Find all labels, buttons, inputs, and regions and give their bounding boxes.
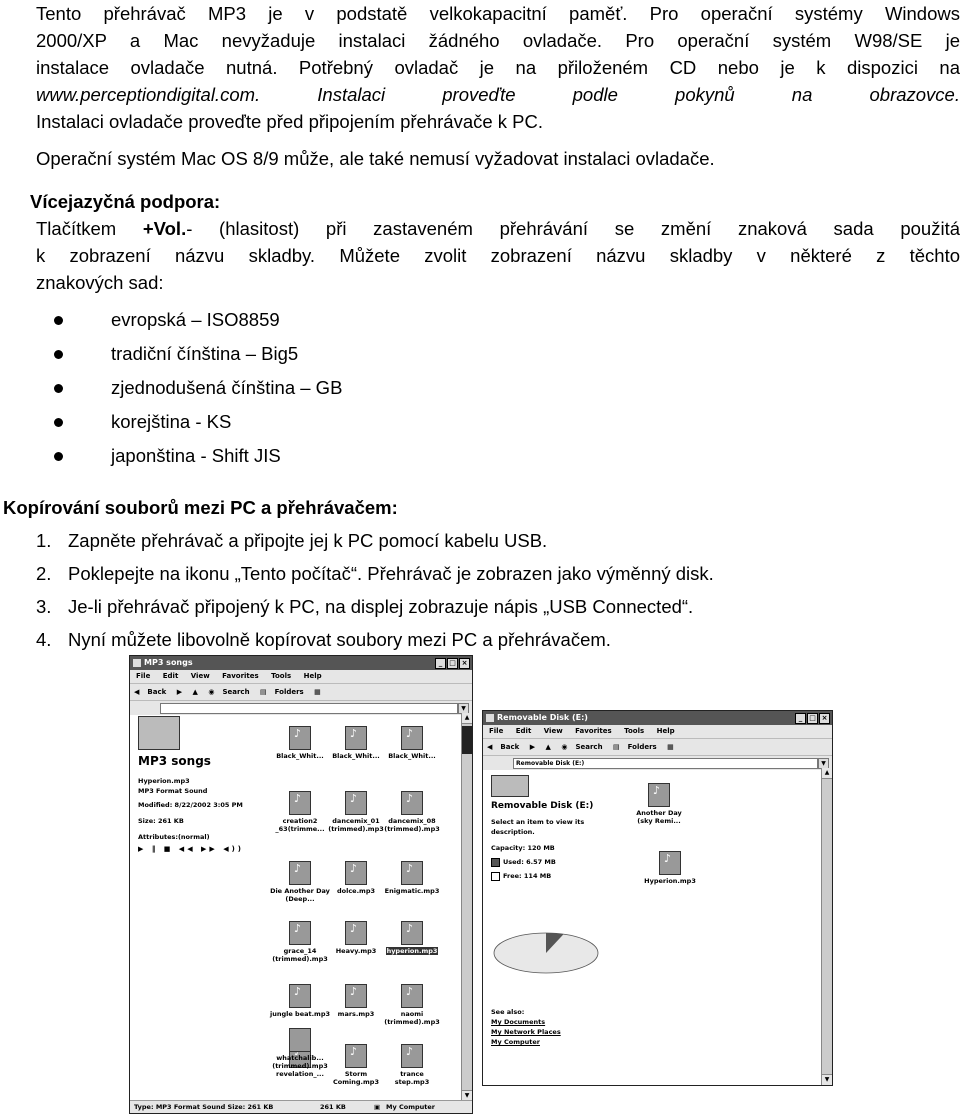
multilang-paragraph: [36, 215, 960, 296]
vertical-scrollbar[interactable]: [461, 713, 472, 1101]
disk-free: Free: 114 MB: [491, 871, 621, 881]
vertical-scrollbar[interactable]: [821, 768, 832, 1085]
used-legend-swatch: [491, 858, 500, 867]
folders-button[interactable]: Folders: [627, 743, 657, 751]
maximize-button[interactable]: □: [447, 658, 458, 669]
drive-large-icon: [491, 775, 529, 797]
audio-file-icon: [345, 861, 367, 885]
media-player-controls[interactable]: ▶ ‖ ■ ◀◀ ▶▶ ◀)): [138, 845, 244, 853]
audio-file-icon: [345, 921, 367, 945]
removable-disk-window: [482, 710, 833, 1086]
audio-file-icon: [401, 984, 423, 1008]
window-titlebar: [483, 711, 832, 725]
details-panel: [491, 775, 621, 1046]
file-item[interactable]: ♪ Die Another Day (Deep...: [270, 861, 330, 903]
modified-date: Modified: 8/22/2002 3:05 PM: [138, 801, 243, 809]
file-item[interactable]: ♪ Storm Coming.mp3: [326, 1044, 386, 1086]
audio-file-icon: [401, 1044, 423, 1068]
close-button[interactable]: ×: [819, 713, 830, 724]
file-item[interactable]: ♪ dancemix_08 (trimmed).mp3: [382, 791, 442, 833]
disk-used: Used: 6.57 MB: [491, 857, 621, 867]
forward-icon[interactable]: ▶: [176, 688, 183, 696]
status-size: 261 KB: [320, 1103, 346, 1111]
search-button[interactable]: Search: [222, 688, 250, 696]
search-icon: ◉: [208, 688, 215, 696]
file-item[interactable]: ♪ Hyperion.mp3: [640, 851, 700, 885]
back-icon: ◀: [134, 688, 140, 696]
list-item: evropská – ISO8859: [0, 303, 960, 337]
audio-file-icon: [648, 783, 670, 807]
menu-favorites[interactable]: Favorites: [575, 727, 612, 735]
multilang-line3: znakových sad:: [36, 272, 164, 293]
menu-file[interactable]: File: [489, 727, 504, 735]
menu-help[interactable]: Help: [303, 672, 322, 680]
menu-tools[interactable]: Tools: [271, 672, 292, 680]
file-item[interactable]: ♪ dolce.mp3: [326, 861, 386, 895]
selected-file-type: MP3 Format Sound: [138, 787, 208, 795]
folder-large-icon: [138, 716, 180, 750]
forward-icon[interactable]: ▶: [529, 743, 536, 751]
intro-line: instalace ovladače nutná. Potřebný ovladač je na přiloženém CD nebo je k dispozici na: [36, 57, 960, 78]
scroll-up-icon[interactable]: ▲: [462, 713, 472, 724]
audio-file-icon: [289, 726, 311, 750]
file-item[interactable]: ♪ mars.mp3: [326, 984, 386, 1018]
folders-icon: ▤: [260, 688, 267, 696]
link-my-computer[interactable]: My Computer: [491, 1038, 540, 1046]
address-dropdown-icon[interactable]: ▼: [818, 758, 829, 769]
maximize-button[interactable]: □: [807, 713, 818, 724]
address-field[interactable]: [160, 703, 458, 714]
audio-file-icon: [289, 861, 311, 885]
intro-line: 2000/XP a Mac nevyžaduje instalaci žádného ovladače. Pro operační systém W98/SE je: [36, 30, 960, 51]
list-item: 3. Je-li přehrávač připojený k PC, na displej zobrazuje nápis „USB Connected“.: [36, 596, 694, 617]
file-item[interactable]: ♪ Black_Whit...: [270, 726, 330, 760]
file-item[interactable]: ♪ trance step.mp3: [382, 1044, 442, 1086]
menu-view[interactable]: View: [543, 727, 563, 735]
menu-bar: [130, 670, 472, 683]
address-bar: [130, 700, 472, 715]
multilang-line2: k zobrazení názvu skladby. Můžete zvolit zobrazení názvu skladby v některé z těchto: [36, 245, 960, 266]
folder-icon: [133, 659, 141, 667]
audio-file-icon: [345, 726, 367, 750]
window-title: Removable Disk (E:): [497, 713, 588, 722]
audio-file-icon: [289, 984, 311, 1008]
audio-file-icon: [345, 984, 367, 1008]
minimize-button[interactable]: _: [435, 658, 446, 669]
audio-file-icon: [401, 921, 423, 945]
copy-steps: [36, 524, 714, 656]
intro-last-line: Instalaci ovladače proveďte před připojením přehrávače k PC.: [36, 111, 544, 132]
file-item[interactable]: ♪ jungle beat.mp3: [270, 984, 330, 1018]
views-icon[interactable]: ▦: [667, 743, 674, 751]
file-item[interactable]: ♪ revelation_...: [270, 1044, 330, 1078]
multilang-line1: Tlačítkem +Vol.- (hlasitost) při zastaveném přehrávání se změní znaková sada použitá: [36, 218, 960, 239]
free-legend-swatch: [491, 872, 500, 881]
file-item[interactable]: ♪ Heavy.mp3: [326, 921, 386, 955]
menu-edit[interactable]: Edit: [515, 727, 532, 735]
link-my-network-places[interactable]: My Network Places: [491, 1028, 561, 1036]
audio-file-icon: [659, 851, 681, 875]
address-field[interactable]: Removable Disk (E:): [513, 758, 818, 769]
up-icon[interactable]: ▲: [545, 743, 551, 751]
copy-heading: Kopírování souborů mezi PC a přehrávačem:: [3, 497, 398, 518]
file-item[interactable]: ♪ Enigmatic.mp3: [382, 861, 442, 895]
file-item-selected[interactable]: ♪ hyperion.mp3: [382, 921, 442, 955]
list-item: japonština - Shift JIS: [0, 439, 960, 473]
menu-tools[interactable]: Tools: [624, 727, 645, 735]
see-also-label: See also:: [491, 1008, 525, 1016]
drive-icon: [486, 714, 494, 722]
charset-list: [0, 303, 960, 473]
intro-line: www.perceptiondigital.com. Instalaci proveďte podle pokynů na obrazovce.: [36, 84, 960, 105]
menu-file[interactable]: File: [136, 672, 151, 680]
audio-file-icon: [401, 861, 423, 885]
intro-line: Tento přehrávač MP3 je v podstatě velkokapacitní paměť. Pro operační systémy Windows: [36, 3, 960, 24]
menu-bar: [483, 725, 832, 738]
menu-view[interactable]: View: [190, 672, 210, 680]
folders-icon: ▤: [613, 743, 620, 751]
toolbar: [483, 738, 832, 755]
audio-file-icon: [289, 921, 311, 945]
multilang-heading: Vícejazyčná podpora:: [30, 191, 221, 212]
selected-file-name: Hyperion.mp3: [138, 777, 190, 785]
search-icon: ◉: [561, 743, 568, 751]
list-item: korejština - KS: [0, 405, 960, 439]
file-item[interactable]: whatchalib... (trimmed).mp3: [270, 1028, 330, 1070]
scroll-thumb[interactable]: [462, 726, 472, 754]
list-item: tradiční čínština – Big5: [0, 337, 960, 371]
window-titlebar: [130, 656, 472, 670]
file-item[interactable]: ♪ grace_14 (trimmed).mp3: [270, 921, 330, 963]
address-dropdown-icon[interactable]: ▼: [458, 703, 469, 714]
panel-title: Removable Disk (E:): [491, 801, 621, 811]
views-icon[interactable]: ▦: [314, 688, 321, 696]
status-location: My Computer: [386, 1103, 435, 1111]
audio-file-icon: [289, 791, 311, 815]
mac-note: Operační systém Mac OS 8/9 může, ale také nemusí vyžadovat instalaci ovladače.: [36, 148, 715, 169]
file-size: Size: 261 KB: [138, 817, 184, 825]
back-icon: ◀: [487, 743, 493, 751]
file-item[interactable]: ♪ Black_Whit...: [326, 726, 386, 760]
file-item[interactable]: ♪ Black_Whit...: [382, 726, 442, 760]
address-bar: [483, 755, 832, 770]
audio-file-icon: [345, 791, 367, 815]
audio-file-icon: [345, 1044, 367, 1068]
up-icon[interactable]: ▲: [192, 688, 198, 696]
mp3-songs-window: [129, 655, 473, 1114]
minimize-button[interactable]: _: [795, 713, 806, 724]
file-item[interactable]: ♪ naomi (trimmed).mp3: [382, 984, 442, 1026]
list-item: zjednodušená čínština – GB: [0, 371, 960, 405]
scroll-up-icon[interactable]: ▲: [822, 768, 832, 779]
file-attributes: Attributes:(normal): [138, 833, 210, 841]
menu-favorites[interactable]: Favorites: [222, 672, 259, 680]
list-item: 1. Zapněte přehrávač a připojte jej k PC pomocí kabelu USB.: [36, 530, 548, 551]
file-item[interactable]: ♪ Another Day (sky Remi...: [629, 783, 689, 825]
toolbar: [130, 683, 472, 700]
scroll-down-icon[interactable]: ▼: [462, 1090, 472, 1101]
disk-capacity: Capacity: 120 MB: [491, 844, 555, 852]
status-bar: [130, 1100, 472, 1113]
menu-help[interactable]: Help: [656, 727, 675, 735]
select-hint: Select an item to view its description.: [491, 818, 585, 836]
audio-file-icon: [401, 726, 423, 750]
intro-paragraph: [36, 0, 960, 108]
disk-usage-pie: [491, 915, 611, 985]
details-panel: [138, 716, 270, 854]
back-button[interactable]: Back: [147, 688, 167, 696]
status-type-size: Type: MP3 Format Sound Size: 261 KB: [134, 1103, 274, 1111]
close-button[interactable]: ×: [459, 658, 470, 669]
folders-button[interactable]: Folders: [274, 688, 304, 696]
panel-title: MP3 songs: [138, 756, 270, 766]
scroll-down-icon[interactable]: ▼: [822, 1074, 832, 1085]
back-button[interactable]: Back: [500, 743, 520, 751]
list-item: 4. Nyní můžete libovolně kopírovat soubory mezi PC a přehrávačem.: [36, 629, 611, 650]
file-item[interactable]: ♪ creation2 _63(trimme...: [270, 791, 330, 833]
window-title: MP3 songs: [144, 658, 193, 667]
computer-icon: ▣: [374, 1103, 381, 1111]
menu-edit[interactable]: Edit: [162, 672, 179, 680]
audio-file-icon: [401, 791, 423, 815]
search-button[interactable]: Search: [575, 743, 603, 751]
file-item[interactable]: ♪ dancemix_01 (trimmed).mp3: [326, 791, 386, 833]
audio-file-icon: [289, 1028, 311, 1052]
link-my-documents[interactable]: My Documents: [491, 1018, 546, 1026]
list-item: 2. Poklepejte na ikonu „Tento počítač“. Přehrávač je zobrazen jako výměnný disk.: [36, 563, 714, 584]
